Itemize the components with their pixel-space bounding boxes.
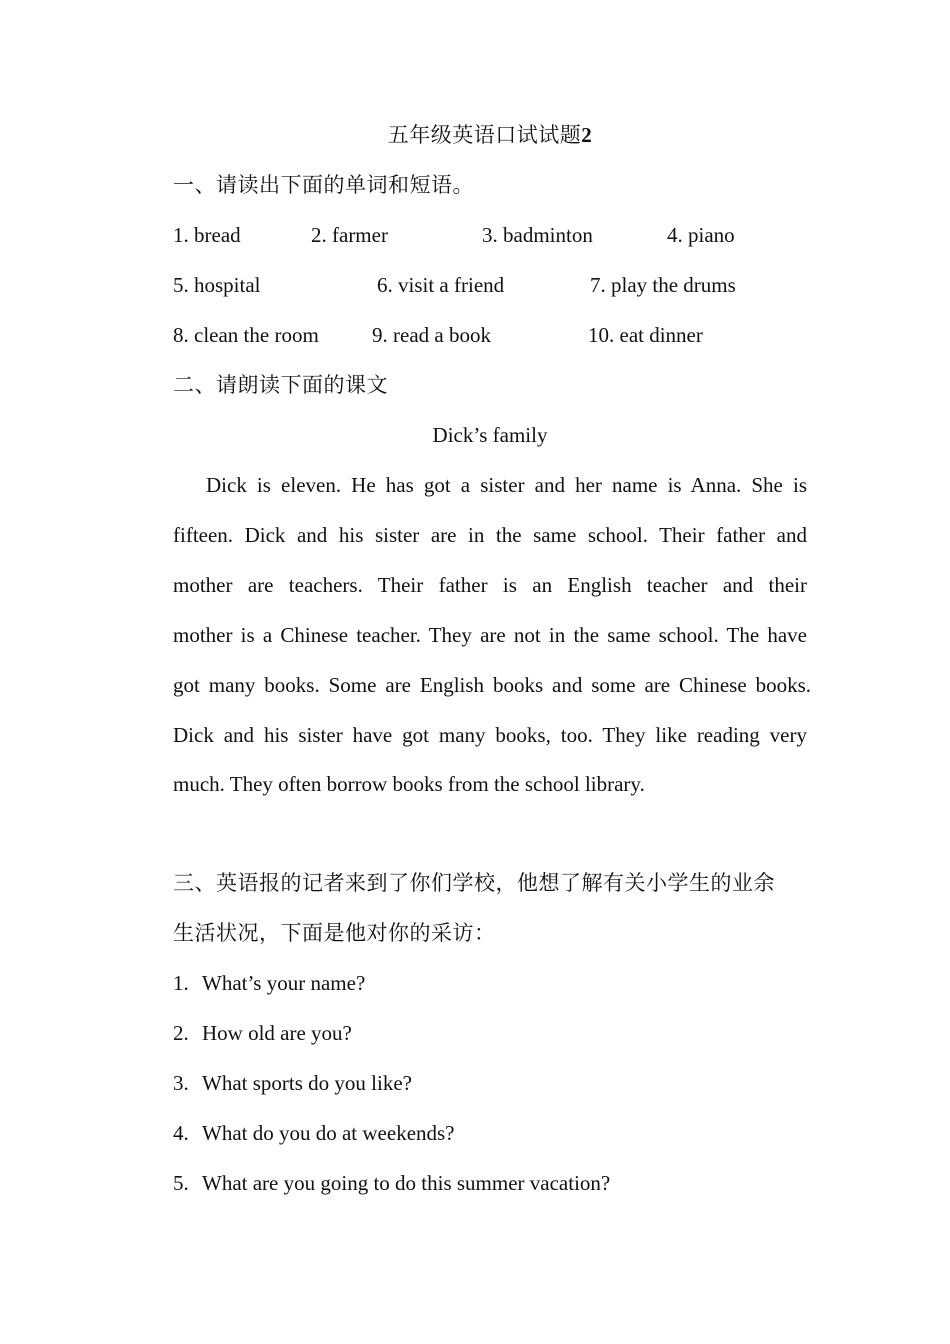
story-line: fifteen. Dick and his sister are in the same school. Their father and (173, 523, 807, 547)
question-number: 5. (173, 1171, 189, 1195)
word-item: 2. farmer (311, 223, 388, 247)
story-line: Dick is eleven. He has got a sister and her name is Anna. She is (206, 473, 807, 497)
question-item (173, 1070, 412, 1096)
question-text: How old are you? (202, 1021, 352, 1045)
word-item: 4. piano (667, 223, 735, 247)
question-number: 1. (173, 971, 189, 995)
section3-heading: 三、英语报的记者来到了你们学校，他想了解有关小学生的业余 (173, 871, 775, 895)
story-line: mother are teachers. Their father is an English teacher and their (173, 573, 807, 597)
question-item (173, 970, 365, 996)
section2-heading: 二、请朗读下面的课文 (173, 373, 388, 397)
story-line: Dick and his sister have got many books, too. They like reading very (173, 723, 807, 747)
question-number: 4. (173, 1121, 189, 1145)
page-title-text: 五年级英语口试试题 (387, 123, 582, 147)
question-number: 2. (173, 1021, 189, 1045)
question-text: What’s your name? (202, 971, 366, 995)
word-item: 7. play the drums (590, 273, 736, 297)
question-item (173, 1120, 455, 1146)
question-text: What are you going to do this summer vacation? (202, 1171, 611, 1195)
word-item: 8. clean the room (173, 323, 319, 347)
question-number: 3. (173, 1071, 189, 1095)
question-item (173, 1020, 352, 1046)
word-item: 5. hospital (173, 273, 261, 297)
story-line: much. They often borrow books from the school library. (173, 772, 645, 796)
section1-heading: 一、请读出下面的单词和短语。 (173, 173, 474, 197)
question-text: What do you do at weekends? (202, 1121, 455, 1145)
word-item: 3. badminton (482, 223, 593, 247)
question-item (173, 1170, 610, 1196)
story-line: mother is a Chinese teacher. They are not in the same school. The have (173, 623, 807, 647)
word-item: 6. visit a friend (377, 273, 505, 297)
word-item: 10. eat dinner (588, 323, 703, 347)
section3-heading-cont: 生活状况，下面是他对你的采访： (173, 921, 496, 945)
word-item: 1. bread (173, 223, 241, 247)
story-line: got many books. Some are English books and some are Chinese books. (173, 673, 811, 697)
question-text: What sports do you like? (202, 1071, 412, 1095)
story-title: Dick’s family (432, 423, 548, 447)
word-item: 9. read a book (372, 323, 491, 347)
page-title (0, 122, 950, 148)
page-title-number: 2 (581, 123, 593, 147)
